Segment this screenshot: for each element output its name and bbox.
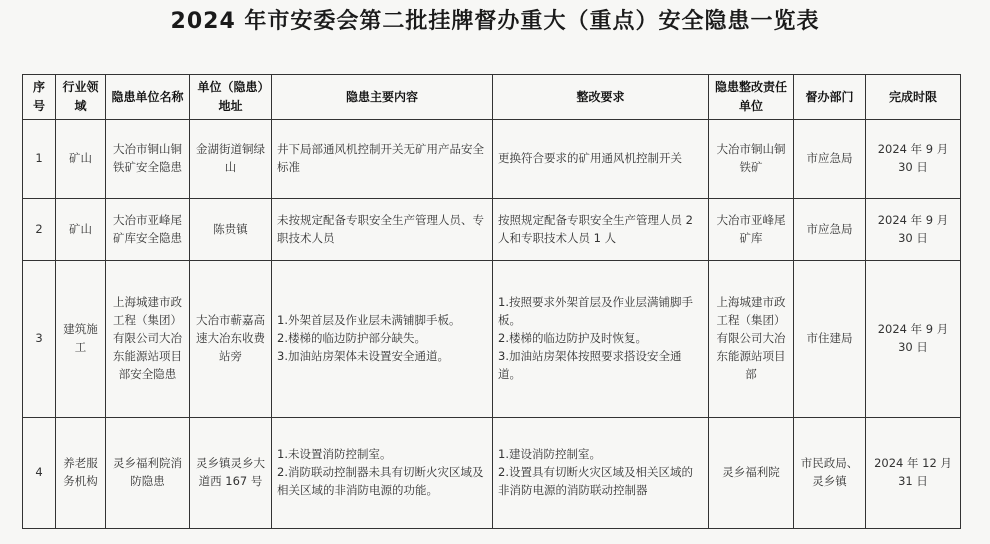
header-requirement: 整改要求 bbox=[493, 75, 709, 120]
content-line: 1.未设置消防控制室。 bbox=[277, 447, 392, 462]
content-line: 1.外架首层及作业层未满铺脚手板。 bbox=[277, 313, 461, 328]
cell-content bbox=[272, 418, 493, 529]
cell-responsible: 大冶市亚峰尾矿库 bbox=[709, 199, 794, 261]
cell-unit-name: 上海城建市政工程（集团）有限公司大冶东能源站项目部安全隐患 bbox=[106, 261, 190, 418]
header-industry: 行业领域 bbox=[56, 75, 106, 120]
table-row bbox=[23, 120, 961, 199]
header-unit-name: 隐患单位名称 bbox=[106, 75, 190, 120]
cell-supervisor: 市住建局 bbox=[794, 261, 866, 418]
table-row bbox=[23, 261, 961, 418]
hazard-table bbox=[22, 74, 961, 529]
cell-requirement: 更换符合要求的矿用通风机控制开关 bbox=[493, 120, 709, 199]
header-address: 单位（隐患）地址 bbox=[190, 75, 272, 120]
cell-seq: 3 bbox=[23, 261, 56, 418]
cell-address: 灵乡镇灵乡大道西 167 号 bbox=[190, 418, 272, 529]
table-row bbox=[23, 418, 961, 529]
cell-deadline: 2024 年 12 月 31 日 bbox=[866, 418, 961, 529]
requirement-line: 1.建设消防控制室。 bbox=[498, 447, 601, 462]
cell-deadline: 2024 年 9 月 30 日 bbox=[866, 261, 961, 418]
cell-seq: 4 bbox=[23, 418, 56, 529]
cell-industry: 矿山 bbox=[56, 120, 106, 199]
cell-responsible: 大冶市铜山铜铁矿 bbox=[709, 120, 794, 199]
content-line: 2.消防联动控制器未具有切断火灾区域及相关区域的非消防电源的功能。 bbox=[277, 465, 484, 497]
cell-seq: 1 bbox=[23, 120, 56, 199]
cell-deadline: 2024 年 9 月 30 日 bbox=[866, 120, 961, 199]
cell-deadline: 2024 年 9 月 30 日 bbox=[866, 199, 961, 261]
cell-industry: 养老服务机构 bbox=[56, 418, 106, 529]
cell-unit-name: 大冶市铜山铜铁矿安全隐患 bbox=[106, 120, 190, 199]
content-line: 3.加油站房架体未设置安全通道。 bbox=[277, 348, 449, 363]
requirement-line: 3.加油站房架体按照要求搭设安全通道。 bbox=[498, 348, 682, 381]
cell-requirement bbox=[493, 418, 709, 529]
requirement-line: 1.按照要求外架首层及作业层满铺脚手板。 bbox=[498, 295, 693, 328]
header-supervisor: 督办部门 bbox=[794, 75, 866, 120]
cell-industry: 建筑施工 bbox=[56, 261, 106, 418]
cell-content: 未按规定配备专职安全生产管理人员、专职技术人员 bbox=[272, 199, 493, 261]
cell-address: 大冶市蕲嘉高速大冶东收费站旁 bbox=[190, 261, 272, 418]
cell-supervisor: 市应急局 bbox=[794, 120, 866, 199]
header-seq: 序号 bbox=[23, 75, 56, 120]
cell-unit-name: 灵乡福利院消防隐患 bbox=[106, 418, 190, 529]
cell-content bbox=[272, 261, 493, 418]
table-row bbox=[23, 199, 961, 261]
cell-content: 井下局部通风机控制开关无矿用产品安全标准 bbox=[272, 120, 493, 199]
cell-address: 金湖街道铜绿山 bbox=[190, 120, 272, 199]
cell-supervisor: 市应急局 bbox=[794, 199, 866, 261]
cell-responsible: 上海城建市政工程（集团）有限公司大冶东能源站项目部 bbox=[709, 261, 794, 418]
requirement-line: 2.楼梯的临边防护及时恢复。 bbox=[498, 331, 647, 346]
header-deadline: 完成时限 bbox=[866, 75, 961, 120]
cell-industry: 矿山 bbox=[56, 199, 106, 261]
header-content: 隐患主要内容 bbox=[272, 75, 493, 120]
cell-address: 陈贵镇 bbox=[190, 199, 272, 261]
cell-supervisor: 市民政局、灵乡镇 bbox=[794, 418, 866, 529]
table-header-row bbox=[23, 75, 961, 120]
cell-requirement: 按照规定配备专职安全生产管理人员 2 人和专职技术人员 1 人 bbox=[493, 199, 709, 261]
header-responsible: 隐患整改责任单位 bbox=[709, 75, 794, 120]
cell-responsible: 灵乡福利院 bbox=[709, 418, 794, 529]
cell-requirement bbox=[493, 261, 709, 418]
requirement-line: 2.设置具有切断火灾区域及相关区域的非消防电源的消防联动控制器 bbox=[498, 465, 693, 497]
cell-unit-name: 大冶市亚峰尾矿库安全隐患 bbox=[106, 199, 190, 261]
cell-seq: 2 bbox=[23, 199, 56, 261]
content-line: 2.楼梯的临边防护部分缺失。 bbox=[277, 331, 426, 346]
page-title: 2024 年市安委会第二批挂牌督办重大（重点）安全隐患一览表 bbox=[170, 9, 820, 34]
